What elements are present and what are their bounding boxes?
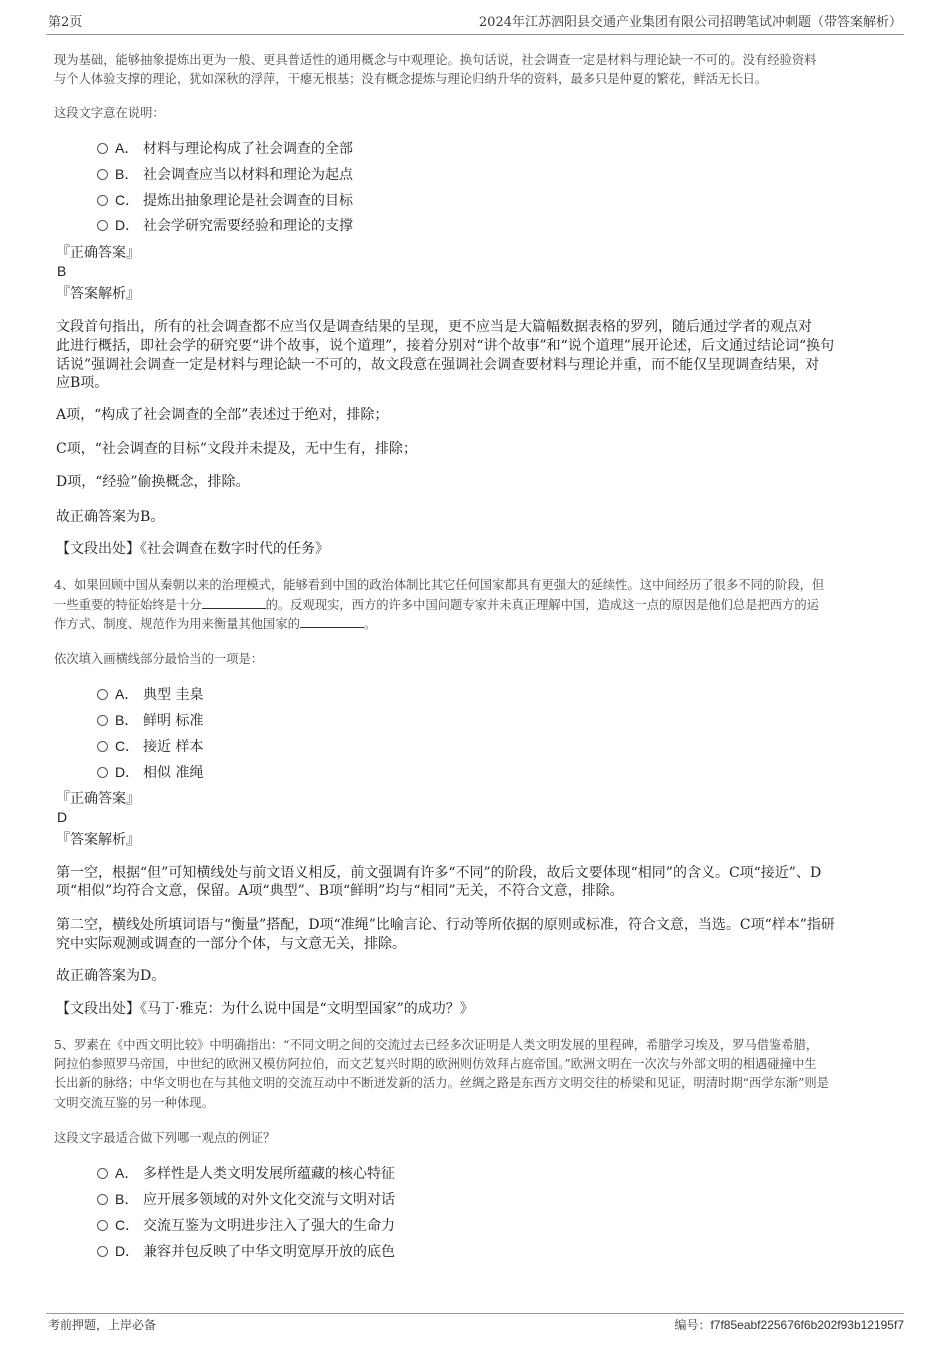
q3-passage-line-1: 现为基础，能够抽象提炼出更为一般、更具普适性的通用概念与中观理论。换句话说，社会调查一定是材料与理论缺一不可的。没有经验资料: [54, 53, 817, 67]
q5-stem-line-1: 5、罗素在《中西文明比较》中明确指出：“不同文明之间的交流过去已经多次证明是人类文明发展的里程碑，希腊学习埃及，罗马借鉴希腊，: [54, 1038, 819, 1052]
q3-conclusion: 故正确答案为B。: [56, 509, 165, 525]
q4-prompt: 依次填入画横线部分最恰当的一项是：: [54, 652, 264, 666]
radio-icon[interactable]: [97, 220, 108, 231]
q3-analysis-line-1: 文段首句指出，所有的社会调查都不应当仅是调查结果的呈现，更不应当是大篇幅数据表格的罗列，随后通过学者的观点对: [56, 319, 812, 335]
radio-icon[interactable]: [97, 715, 108, 726]
q3-option-c[interactable]: C． 提炼出抽象理论是社会调查的目标: [97, 191, 353, 210]
q5-option-c[interactable]: C． 交流互鉴为文明进步注入了强大的生命力: [97, 1216, 395, 1235]
q5-option-a[interactable]: A． 多样性是人类文明发展所蕴藏的核心特征: [97, 1164, 395, 1183]
q3-option-b[interactable]: B． 社会调查应当以材料和理论为起点: [97, 165, 353, 184]
q3-option-d[interactable]: D． 社会学研究需要经验和理论的支撑: [97, 216, 353, 235]
q4-answer-label: 『正确答案』: [56, 791, 140, 807]
q4-option-a[interactable]: A． 典型 圭臬: [97, 685, 203, 704]
q3-note-a: A项，“构成了社会调查的全部”表述过于绝对，排除；: [56, 407, 389, 423]
radio-icon[interactable]: [97, 195, 108, 206]
q5-option-b[interactable]: B． 应开展多领域的对外文化交流与文明对话: [97, 1190, 395, 1209]
q3-note-d: D项，“经验”偷换概念，排除。: [56, 474, 250, 490]
q4-analysis-line-3: 第二空，横线处所填词语与“衡量”搭配，D项“准绳”比喻言论、行动等所依据的原则或标准，符合文意，当选。C项“样本”指研: [56, 917, 835, 933]
radio-icon[interactable]: [97, 1220, 108, 1231]
q3-note-c: C项，“社会调查的目标”文段并未提及，无中生有，排除；: [56, 441, 418, 457]
q4-answer: D: [57, 809, 68, 825]
q3-answer: B: [57, 263, 67, 279]
q5-stem-line-4: 文明交流互鉴的另一种体现。: [54, 1096, 214, 1110]
q5-prompt: 这段文字最适合做下列哪一观点的例证？: [54, 1131, 276, 1145]
q3-option-a[interactable]: A． 材料与理论构成了社会调查的全部: [97, 139, 353, 158]
q4-source: 【文段出处】《马丁·雅克：为什么说中国是“文明型国家”的成功？》: [56, 1001, 474, 1017]
q5-stem-line-2: 阿拉伯参照罗马帝国，中世纪的欧洲又模仿阿拉伯，而文艺复兴时期的欧洲则仿效拜占庭帝国。”欧洲文明在一次次与外部文明的相遇碰撞中生: [54, 1057, 817, 1071]
q3-analysis-line-2: 此进行概括，即社会学的研究要“讲个故事，说个道理”，接着分别对“讲个故事”和“说个道理”展开论述，后文通过结论词“换句: [56, 338, 835, 354]
footer-slogan: 考前押题，上岸必备: [48, 1318, 157, 1332]
q4-analysis-label: 『答案解析』: [56, 832, 140, 848]
radio-icon[interactable]: [97, 143, 108, 154]
fill-blank-1: [202, 596, 266, 609]
radio-icon[interactable]: [97, 741, 108, 752]
q4-option-b[interactable]: B． 鲜明 标准: [97, 711, 203, 730]
q4-conclusion: 故正确答案为D。: [56, 968, 166, 984]
q3-passage-line-2: 与个人体验支撑的理论，犹如深秋的浮萍，干瘪无根基；没有概念提炼与理论归纳升华的资料，最多只是仲夏的繁花，鲜活无长日。: [54, 72, 768, 86]
page-footer: [46, 1313, 904, 1338]
page-header: [46, 14, 904, 35]
document-title: 2024年江苏泗阳县交通产业集团有限公司招聘笔试冲刺题（带答案解析）: [478, 15, 902, 30]
q3-answer-label: 『正确答案』: [56, 245, 140, 261]
q3-analysis-line-4: 应B项。: [56, 375, 109, 391]
radio-icon[interactable]: [97, 767, 108, 778]
q4-option-d[interactable]: D． 相似 准绳: [97, 763, 203, 782]
radio-icon[interactable]: [97, 1194, 108, 1205]
q3-analysis-line-3: 话说”强调社会调查一定是材料与理论缺一不可的，故文段意在强调社会调查要材料与理论并重，而不能仅呈现调查结果，对: [56, 357, 820, 373]
q5-stem-line-3: 长出新的脉络；中华文明也在与其他文明的交流互动中不断迸发新的活力。丝绸之路是东西方文明交往的桥梁和见证，明清时期“西学东渐”则是: [54, 1076, 829, 1090]
radio-icon[interactable]: [97, 1168, 108, 1179]
q4-analysis-line-1: 第一空，根据“但”可知横线处与前文语义相反，前文强调有许多“不同”的阶段，故后文要体现“相同”的含义。C项“接近”、D: [56, 865, 822, 881]
page-number: 第2页: [48, 15, 83, 30]
radio-icon[interactable]: [97, 1246, 108, 1257]
radio-icon[interactable]: [97, 689, 108, 700]
q4-analysis-line-2: 项“相似”均符合文意，保留。A项“典型”、B项“鲜明”均与“相同”无关，不符合文意，排除。: [56, 883, 624, 899]
q4-option-c[interactable]: C． 接近 样本: [97, 737, 203, 756]
fill-blank-2: [300, 615, 364, 628]
document-code: 编号：f7f85eabf225676f6b202f93b12195f7: [674, 1318, 904, 1332]
q3-source: 【文段出处】《社会调查在数字时代的任务》: [56, 541, 329, 557]
q4-analysis-line-4: 究中实际观测或调查的一部分个体，与文意无关，排除。: [56, 936, 406, 952]
q4-stem-line-2: 一些重要的特征始终是十分 的。反观现实，西方的许多中国问题专家并未真正理解中国，造成这一点的原因是他们总是把西方的运: [54, 598, 819, 612]
radio-icon[interactable]: [97, 169, 108, 180]
q3-analysis-label: 『答案解析』: [56, 286, 140, 302]
q5-option-d[interactable]: D． 兼容并包反映了中华文明宽厚开放的底色: [97, 1242, 395, 1261]
q3-prompt: 这段文字意在说明：: [54, 106, 165, 120]
q4-stem-line-3: 作方式、制度、规范作为用来衡量其他国家的 。: [54, 617, 377, 631]
q4-stem-line-1: 4、如果回顾中国从秦朝以来的治理模式，能够看到中国的政治体制比其它任何国家都具有更强大的延续性。这中间经历了很多不同的阶段，但: [54, 578, 825, 592]
